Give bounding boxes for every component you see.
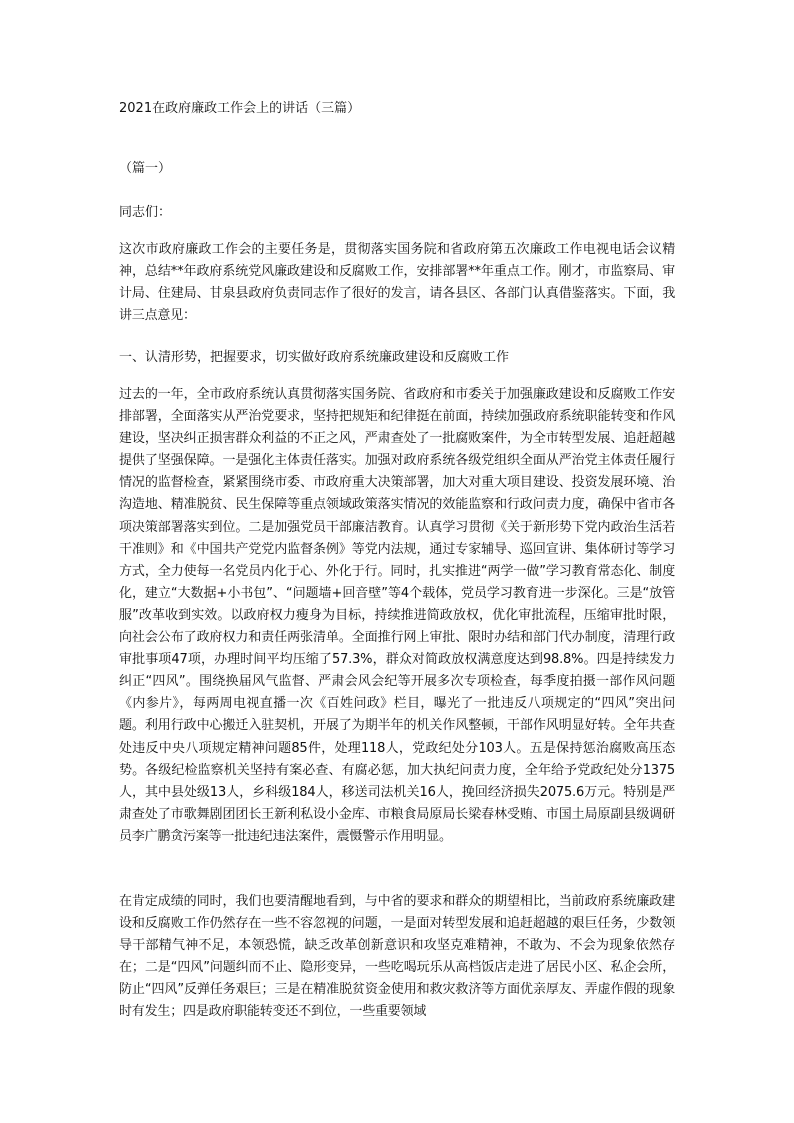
body-paragraph: 过去的一年，全市政府系统认真贯彻落实国务院、省政府和市委关于加强廉政建设和反腐败工作安排部署，全面落实从严治党要求，坚持把规矩和纪律挺在前面，持续加强政府系统职能转变和作风建设，坚决纠正损害群众利益的不正之风，严肃查处了一批腐败案件，为全市转型发展、追赶超越提供了坚强保障。一是强化主体责任落实。加强对政府系统各级党组织全面从严治党主体责任履行情况的监督检查，紧紧围绕市委、市政府重大决策部署，加大对重大项目建设、投资发展环境、治沟造地、精准脱贫、民生保障等重点领域政策落实情况的效能监察和行政问责力度，确保中省市各项决策部署落实到位。二是加强党员干部廉洁教育。认真学习贯彻《关于新形势下党内政治生活若干准则》和《中国共产党党内监督条例》等党内法规，通过专家辅导、巡回宣讲、集体研讨等学习方式，全力使每一名党员内化于心、外化于行。同时，扎实推进“两学一做”学习教育常态化、制度化，建立“大数据+小书包”、“问题墙+回音壁”等4个载体，党员学习教育进一步深化。三是“放管服”改革收到实效。以政府权力瘦身为目标，持续推进简政放权，优化审批流程，压缩审批时限，向社会公布了政府权力和责任两张清单。全面推行网上审批、限时办结和部门代办制度，清理行政审批事项47项，办理时间平均压缩了57.3%，群众对简政放权满意度达到98.8%。四是持续发力纠正“四风”。围绕换届风气监督、严肃会风会纪等开展多次专项检查，每季度拍摄一部作风问题《内参片》，每两周电视直播一次《百姓问政》栏目，曝光了一批违反八项规定的“四风”突出问题。利用行政中心搬迁入驻契机，开展了为期半年的机关作风整顿，干部作风明显好转。全年共查处违反中央八项规定精神问题85件，处理118人，党政纪处分103人。五是保持惩治腐败高压态势。各级纪检监察机关坚持有案必查、有腐必惩，加大执纪问责力度，全年给予党政纪处分1375人，其中县处级13人，乡科级184人，移送司法机关16人，挽回经济损失2075.6万元。特别是严肃查处了市歌舞剧团团长王新利私设小金库、市粮食局原局长梁春林受贿、市国土局原副县级调研员李广鹏贪污案等一批违纪违法案件，震慑警示作用明显。 <box>119 387 675 844</box>
section-heading: 一、认清形势，把握要求，切实做好政府系统廉政建设和反腐败工作 <box>119 350 510 365</box>
document-title: 2021在政府廉政工作会上的讲话（三篇） <box>119 101 361 116</box>
salutation: 同志们： <box>119 205 172 220</box>
intro-paragraph: 这次市政府廉政工作会的主要任务是，贯彻落实国务院和省政府第五次廉政工作电视电话会议精神，总结**年政府系统党风廉政建设和反腐败工作，安排部署**年重点工作。刚才，市监察局、审计局、住建局、甘泉县政府负责同志作了很好的发言，请各县区、各部门认真借鉴落实。下面，我讲三点意见： <box>119 242 675 324</box>
body-paragraph: 在肯定成绩的同时，我们也要清醒地看到，与中省的要求和群众的期望相比，当前政府系统廉政建设和反腐败工作仍然存在一些不容忽视的问题，一是面对转型发展和追赶超越的艰巨任务，少数领导干部精气神不足，本领恐慌，缺乏改革创新意识和攻坚克难精神，不敢为、不会为现象依然存在；二是“四风”问题纠而不止、隐形变异，一些吃喝玩乐从高档饭店走进了居民小区、私企会所，防止“四风”反弹任务艰巨；三是在精准脱贫资金使用和救灾救济等方面优亲厚友、弄虚作假的现象时有发生；四是政府职能转变还不到位，一些重要领域 <box>119 894 675 1020</box>
section-label: （篇一） <box>119 161 172 176</box>
